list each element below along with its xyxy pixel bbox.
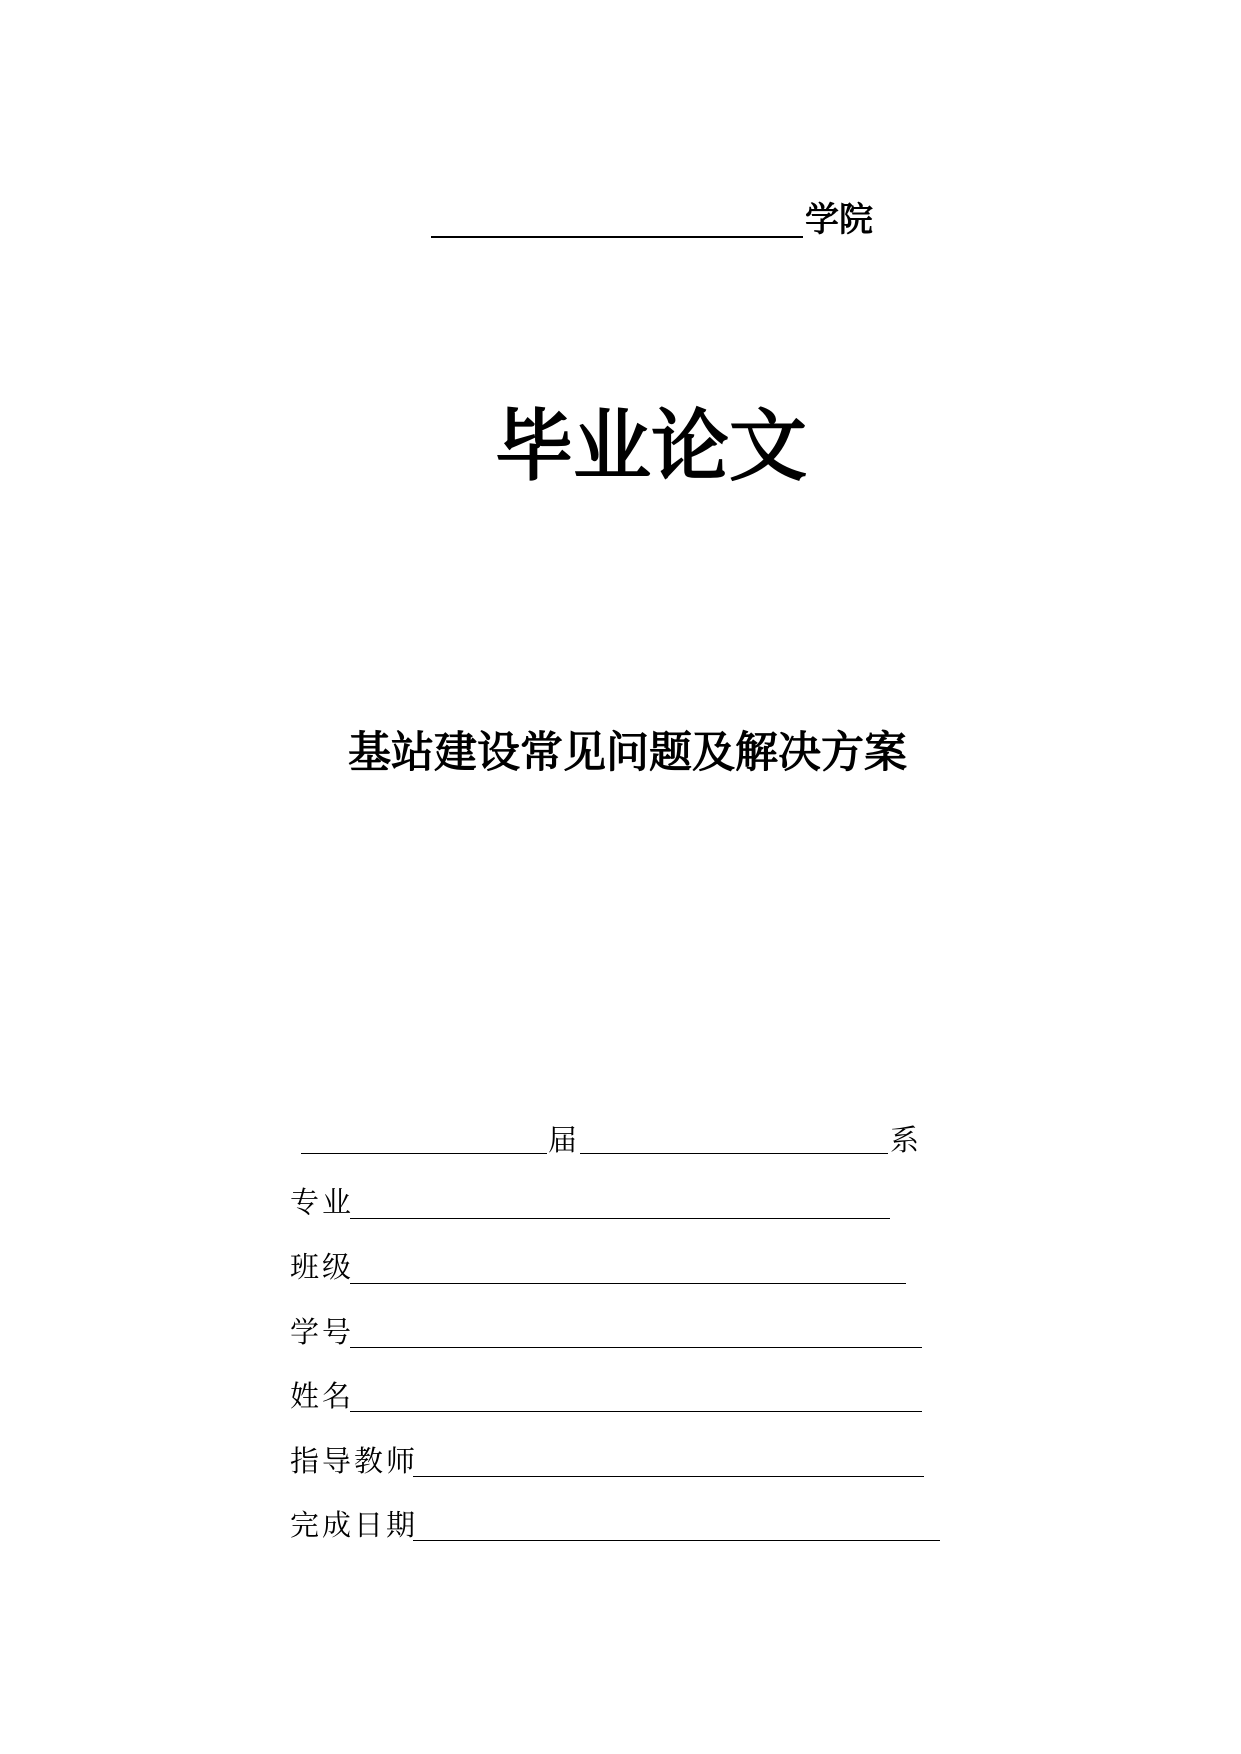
college-suffix-label: 学院 [805, 200, 873, 240]
major-label: 专业 [290, 1185, 355, 1219]
department-blank[interactable] [580, 1153, 888, 1154]
completion-date-blank[interactable] [413, 1540, 940, 1541]
department-suffix-label: 系 [890, 1123, 923, 1157]
thesis-title: 基站建设常见问题及解决方案 [348, 728, 907, 778]
class-label: 班级 [290, 1250, 355, 1284]
major-blank[interactable] [350, 1218, 890, 1219]
advisor-label: 指导教师 [290, 1444, 419, 1478]
completion-date-label: 完成日期 [290, 1508, 419, 1542]
advisor-blank[interactable] [413, 1476, 924, 1477]
cohort-suffix-label: 届 [548, 1123, 581, 1157]
class-blank[interactable] [350, 1283, 906, 1284]
college-name-blank[interactable] [431, 236, 803, 238]
document-type-title: 毕业论文 [495, 402, 808, 492]
cohort-blank[interactable] [301, 1153, 547, 1154]
name-label: 姓名 [290, 1379, 355, 1413]
name-blank[interactable] [350, 1411, 922, 1412]
student-id-label: 学号 [290, 1315, 355, 1349]
student-id-blank[interactable] [350, 1347, 922, 1348]
